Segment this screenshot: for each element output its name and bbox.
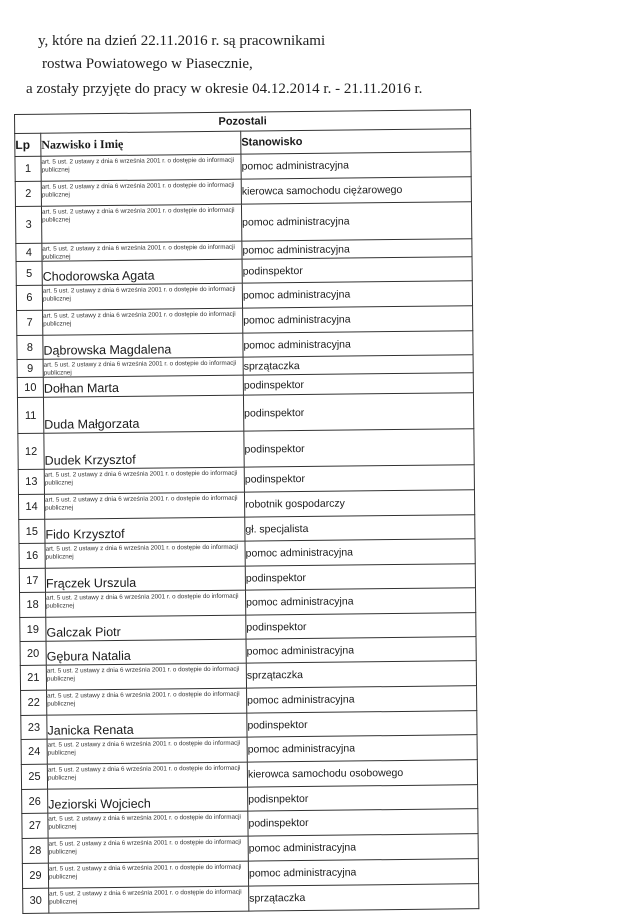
row-number: 1 [15, 156, 41, 181]
redacted-name-note: art. 5 ust. 2 ustawy z dnia 6 września 2001 r. o dostępie do informacji publicznej [41, 204, 241, 243]
employee-position: pomoc administracyjna [243, 331, 473, 357]
row-number: 5 [16, 261, 42, 285]
row-number: 27 [22, 813, 48, 838]
row-number: 30 [23, 888, 49, 913]
employee-position: pomoc administracyjna [241, 202, 471, 241]
employee-name: Dąbrowska Magdalena [43, 333, 243, 359]
employee-name: Frączek Urszula [45, 566, 245, 592]
employee-position: sprzątaczka [246, 661, 476, 688]
redacted-name-note: art. 5 ust. 2 ustawy z dnia 6 września 2001 r. o dostępie do informacji publicznej [41, 154, 241, 181]
row-number: 13 [18, 469, 44, 494]
row-number: 4 [16, 243, 42, 261]
employee-name: Dołhan Marta [43, 375, 243, 397]
row-number: 3 [15, 206, 41, 243]
redacted-name-note: art. 5 ust. 2 ustawy z dnia 6 września 2001 r. o dostępie do informacji publicznej [43, 308, 243, 335]
redacted-name-note: art. 5 ust. 2 ustawy z dnia 6 września 2001 r. o dostępie do informacji publicznej [45, 541, 245, 568]
employee-position: podinspektor [248, 809, 478, 836]
employee-position: podinspektor [243, 393, 473, 431]
employee-table [14, 109, 479, 914]
employee-name: Jeziorski Wojciech [48, 787, 248, 813]
column-header-lp: Lp [15, 133, 41, 156]
employee-name: Fido Krzysztof [45, 517, 245, 543]
redacted-name-note: art. 5 ust. 2 ustawy z dnia 6 września 2001 r. o dostępie do informacji publicznej [44, 467, 244, 494]
row-number: 22 [21, 690, 47, 715]
table-row [17, 393, 473, 434]
employee-position: pomoc administracyjna [246, 637, 476, 663]
redacted-name-note: art. 5 ust. 2 ustawy z dnia 6 września 2001 r. o dostępie do informacji publicznej [48, 836, 248, 863]
redacted-name-note: art. 5 ust. 2 ustawy z dnia 6 września 2001 r. o dostępie do informacji publicznej [47, 688, 247, 715]
employee-position: robotnik gospodarczy [244, 490, 474, 517]
row-number: 29 [22, 863, 48, 888]
employee-position: sprzątaczka [243, 355, 473, 375]
employee-position: podinspektor [246, 613, 476, 639]
employee-name: Janicka Renata [47, 713, 247, 739]
row-number: 10 [17, 377, 43, 397]
employee-name: Duda Małgorzata [43, 395, 243, 433]
row-number: 16 [19, 543, 45, 568]
employee-position: kierowca samochodu ciężarowego [241, 177, 471, 204]
row-number: 28 [22, 838, 48, 863]
employee-name: Chodorowska Agata [42, 259, 242, 285]
table-row [15, 202, 471, 244]
row-number: 23 [21, 715, 47, 739]
row-number: 21 [20, 665, 46, 690]
redacted-name-note: art. 5 ust. 2 ustawy z dnia 6 września 2001 r. o dostępie do informacji publicznej [41, 179, 241, 206]
row-number: 14 [18, 494, 44, 519]
redacted-name-note: art. 5 ust. 2 ustawy z dnia 6 września 2001 r. o dostępie do informacji publicznej [44, 492, 244, 519]
employee-position: podinspektor [244, 465, 474, 492]
employee-name: Galczak Piotr [46, 615, 246, 641]
row-number: 2 [15, 181, 41, 206]
row-number: 12 [18, 433, 44, 469]
column-header-name: Nazwisko i Imię [41, 131, 241, 156]
row-number: 19 [20, 617, 46, 641]
header-line-1: y, które na dzień 22.11.2016 r. są pracownikami [38, 33, 326, 49]
employee-name: Gębura Natalia [46, 639, 246, 665]
employee-position: podinspektor [245, 564, 475, 590]
employee-position: kierowca samochodu osobowego [247, 760, 477, 787]
employee-position: pomoc administracyjna [245, 588, 475, 615]
redacted-name-note: art. 5 ust. 2 ustawy z dnia 6 września 2001 r. o dostępie do informacji publicznej [42, 283, 242, 310]
employee-position: pomoc administracyjna [243, 306, 473, 333]
table-title: Pozostali [15, 110, 471, 134]
table-body [15, 152, 479, 914]
redacted-name-note: art. 5 ust. 2 ustawy z dnia 6 września 2001 r. o dostępie do informacji publicznej [48, 811, 248, 838]
column-header-position: Stanowisko [241, 129, 471, 154]
employee-position: podinspektor [242, 257, 472, 283]
employee-position: pomoc administracyjna [242, 239, 472, 259]
row-number: 15 [19, 519, 45, 543]
employee-position: podinspektor [243, 373, 473, 395]
employee-position: gł. specjalista [245, 515, 475, 541]
header-line-2: rostwa Powiatowego w Piasecznie, [42, 56, 253, 72]
employee-position: pomoc administracyjna [245, 539, 475, 566]
row-number: 18 [20, 592, 46, 617]
row-number: 17 [19, 568, 45, 592]
employee-position: podinspektor [247, 711, 477, 737]
table-row [18, 429, 474, 470]
employee-position: sprzątaczka [249, 884, 479, 911]
redacted-name-note: art. 5 ust. 2 ustawy z dnia 6 września 2001 r. o dostępie do informacji publicznej [47, 762, 247, 789]
employee-position: pomoc administracyjna [248, 834, 478, 861]
employee-position: pomoc administracyjna [248, 859, 478, 886]
employee-position: podinspektor [244, 429, 474, 467]
employee-name: Dudek Krzysztof [44, 431, 244, 469]
row-number: 6 [16, 285, 42, 310]
employee-position: pomoc administracyjna [247, 686, 477, 713]
redacted-name-note: art. 5 ust. 2 ustawy z dnia 6 września 2001 r. o dostępie do informacji publicznej [47, 737, 247, 764]
row-number: 11 [17, 397, 43, 433]
redacted-name-note: art. 5 ust. 2 ustawy z dnia 6 września 2001 r. o dostępie do informacji publicznej [48, 861, 248, 888]
redacted-name-note: art. 5 ust. 2 ustawy z dnia 6 września 2001 r. o dostępie do informacji publicznej [43, 357, 243, 377]
redacted-name-note: art. 5 ust. 2 ustawy z dnia 6 września 2001 r. o dostępie do informacji publicznej [49, 886, 249, 913]
employee-position: pomoc administracyjna [242, 281, 472, 308]
redacted-name-note: art. 5 ust. 2 ustawy z dnia 6 września 2001 r. o dostępie do informacji publicznej [46, 590, 246, 617]
row-number: 26 [22, 789, 48, 813]
row-number: 9 [17, 359, 43, 377]
header-line-3: a zostały przyjęte do pracy w okresie 04.12.2014 r. - 21.11.2016 r. [26, 81, 423, 97]
row-number: 24 [21, 739, 47, 764]
row-number: 20 [20, 641, 46, 665]
employee-position: pomoc administracyjna [241, 152, 471, 179]
redacted-name-note: art. 5 ust. 2 ustawy z dnia 6 września 2001 r. o dostępie do informacji publicznej [46, 663, 246, 690]
row-number: 7 [17, 310, 43, 335]
employee-position: pomoc administracyjna [247, 735, 477, 762]
row-number: 8 [17, 335, 43, 359]
table-row [23, 884, 479, 914]
employee-position: podisnpektor [248, 785, 478, 811]
row-number: 25 [21, 764, 47, 789]
redacted-name-note: art. 5 ust. 2 ustawy z dnia 6 września 2001 r. o dostępie do informacji publicznej [42, 241, 242, 261]
